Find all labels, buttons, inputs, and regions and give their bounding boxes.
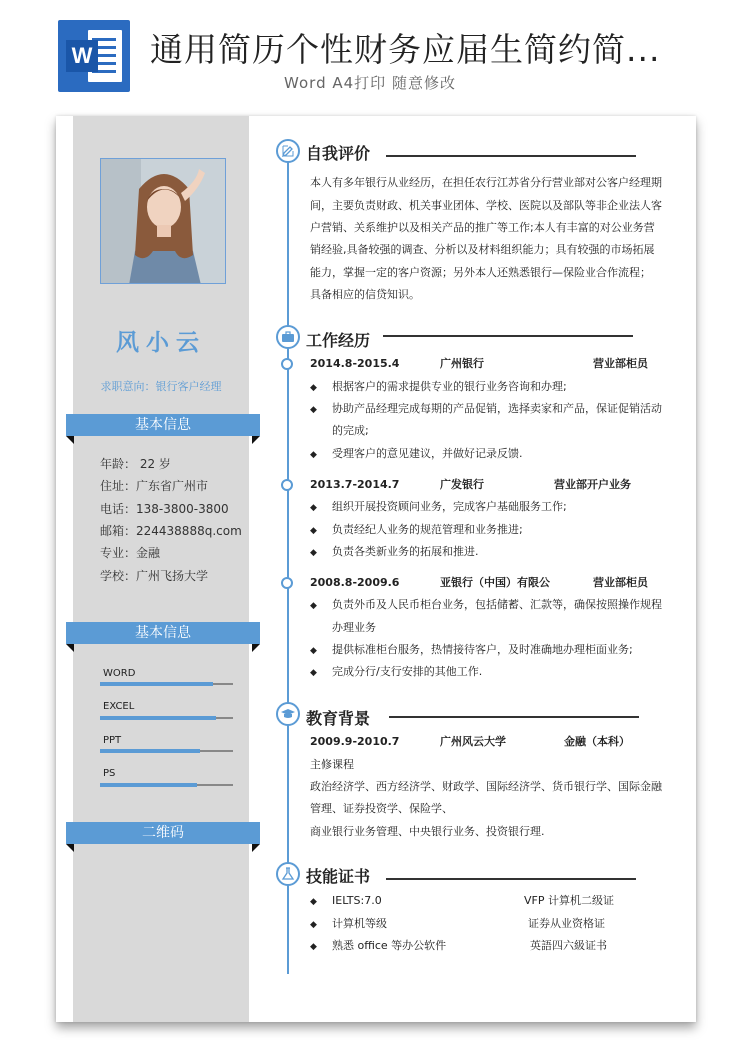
skills-heading: 基本信息	[66, 622, 260, 644]
graduation-cap-icon	[276, 702, 300, 726]
duty-item: ◆ 负责经纪人业务的规范管理和业务推进;	[310, 523, 523, 536]
duty-item: ◆ 根据客户的需求提供专业的银行业务咨询和办理;	[310, 380, 567, 393]
cert-item-right: 英語四六級证书	[530, 939, 607, 952]
qr-code-heading: 二维码	[66, 822, 260, 844]
skill-bar-ps	[100, 784, 233, 786]
job-period: 2014.8-2015.4	[310, 357, 400, 370]
briefcase-icon	[276, 325, 300, 349]
portrait-illustration	[101, 159, 226, 284]
section-title-work: 工作经历	[306, 331, 371, 350]
info-address: 住址：广东省广州市	[100, 479, 209, 493]
job-company: 广州银行	[440, 357, 484, 370]
timeline-line	[287, 156, 289, 974]
skill-fill-excel	[100, 716, 216, 720]
duty-item: ◆ 组织开展投资顾问业务，完成客户基础服务工作;	[310, 500, 567, 513]
duty-item: ◆ 完成分行/支行安排的其他工作.	[310, 665, 483, 678]
timeline-dot	[281, 577, 293, 589]
edit-icon	[276, 139, 300, 163]
skill-label-ppt: PPT	[103, 735, 122, 746]
job-period: 2013.7-2014.7	[310, 478, 400, 491]
candidate-name: 风小云	[116, 330, 206, 356]
cert-item: ◆ 熟悉 office 等办公软件	[310, 939, 447, 952]
timeline-dot	[281, 358, 293, 370]
edu-major: 金融（本科）	[564, 735, 630, 748]
section-title-self-eval: 自我评价	[306, 144, 371, 163]
cert-item-right: 证券从业资格证	[528, 917, 605, 930]
edu-school: 广州风云大学	[440, 735, 506, 748]
duty-continuation: 的完成;	[332, 424, 369, 437]
courses-label: 主修课程	[310, 758, 354, 771]
self-eval-line: 能力，掌握一定的客户资源；另外本人还熟悉银行—保险业合作流程；	[310, 266, 651, 279]
job-role: 营业部柜员	[593, 576, 648, 589]
job-company: 亚银行（中国）有限公	[440, 576, 550, 589]
skill-bar-word	[100, 683, 233, 685]
skill-bar-excel	[100, 717, 233, 719]
course-line: 政治经济学、西方经济学、财政学、国际经济学、货币银行学、国际金融	[310, 780, 662, 793]
edu-period: 2009.9-2010.7	[310, 735, 400, 748]
self-eval-line: 户营销、关系维护以及相关产品的推广等工作;本人有丰富的对公业务营	[310, 221, 655, 234]
skill-label-word: WORD	[103, 668, 136, 679]
duty-item: ◆ 提供标准柜台服务，热情接待客户，及时准确地办理柜面业务;	[310, 643, 633, 656]
skill-label-excel: EXCEL	[103, 701, 135, 712]
course-line: 商业银行业务管理、中央银行业务、投资银行理.	[310, 825, 545, 838]
info-email: 邮箱：224438888q.com	[100, 524, 242, 538]
cert-item: ◆ IELTS:7.0	[310, 894, 382, 907]
duty-continuation: 办理业务	[332, 621, 376, 634]
skill-label-ps: PS	[103, 768, 116, 779]
duty-item: ◆ 受理客户的意见建议，并做好记录反馈.	[310, 447, 523, 460]
word-app-icon	[58, 20, 130, 92]
self-eval-line: 具备相应的信贷知识。	[310, 288, 420, 301]
skill-fill-word	[100, 682, 213, 686]
profile-photo	[100, 158, 226, 284]
section-rule	[386, 155, 636, 157]
cert-item-right: VFP 计算机二级证	[524, 894, 614, 907]
self-eval-line: 销经验,具备较强的调查、分析以及材料组织能力；具有较强的市场拓展	[310, 243, 655, 256]
section-title-certs: 技能证书	[306, 867, 371, 886]
flask-icon	[276, 862, 300, 886]
skill-fill-ps	[100, 783, 197, 787]
word-letter-badge: W	[66, 40, 98, 72]
info-school: 学校：广州飞扬大学	[100, 569, 209, 583]
course-line: 管理、证券投资学、保险学、	[310, 802, 453, 815]
timeline-dot	[281, 479, 293, 491]
job-intention: 求职意向：银行客户经理	[100, 380, 222, 393]
section-rule	[389, 716, 639, 718]
document-subtitle: Word A4打印 随意修改	[284, 74, 456, 92]
skill-bar-ppt	[100, 750, 233, 752]
duty-item: ◆ 协助产品经理完成每期的产品促销，选择卖家和产品，保证促销活动	[310, 402, 662, 415]
job-role: 营业部开户业务	[554, 478, 631, 491]
info-age: 年龄： 22 岁	[100, 457, 171, 471]
section-rule	[383, 335, 633, 337]
resume-page	[56, 116, 696, 1022]
duty-item: ◆ 负责外币及人民币柜台业务，包括储蓄、汇款等，确保按照操作规程	[310, 598, 662, 611]
job-period: 2008.8-2009.6	[310, 576, 400, 589]
cert-item: ◆ 计算机等级	[310, 917, 387, 930]
info-major: 专业：金融	[100, 546, 161, 560]
self-eval-line: 本人有多年银行从业经历，在担任农行江苏省分行营业部对公客户经理期	[310, 176, 662, 189]
section-title-education: 教育背景	[306, 709, 371, 728]
section-rule	[386, 878, 636, 880]
duty-item: ◆ 负责各类新业务的拓展和推进.	[310, 545, 479, 558]
info-phone: 电话：138-3800-3800	[100, 502, 229, 516]
skill-fill-ppt	[100, 749, 200, 753]
self-eval-line: 间，主要负责财政、机关事业团体、学校、医院以及部队等非企业法人客	[310, 199, 662, 212]
document-title: 通用简历个性财务应届生简约简...	[150, 30, 661, 69]
basic-info-heading: 基本信息	[66, 414, 260, 436]
job-company: 广发银行	[440, 478, 484, 491]
job-role: 营业部柜员	[593, 357, 648, 370]
